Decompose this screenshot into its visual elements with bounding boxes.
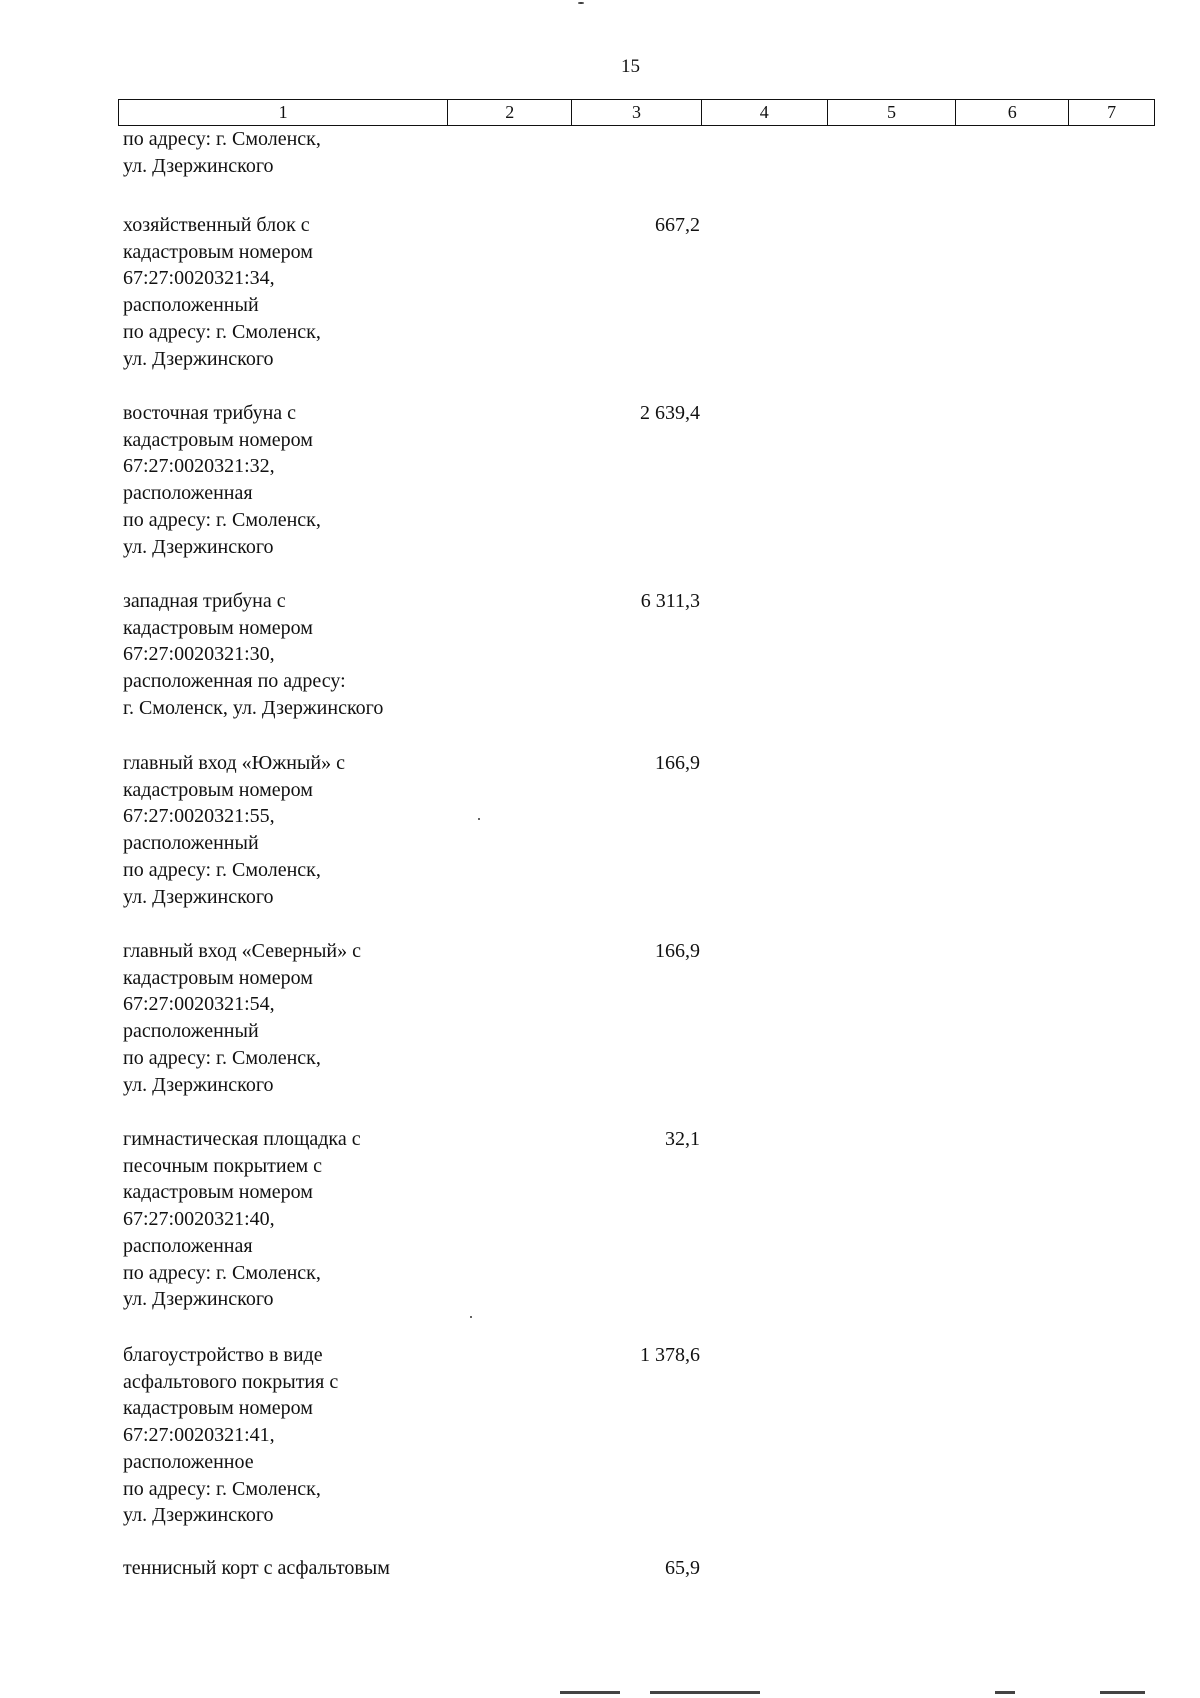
scan-artifact xyxy=(1100,1691,1145,1694)
property-entry xyxy=(123,1126,361,1313)
property-description-line: 67:27:0020321:34, xyxy=(123,267,275,290)
area-value: 166,9 xyxy=(655,752,700,774)
property-description-line: кадастровым номером xyxy=(123,616,313,639)
property-description-line: главный вход «Северный» с xyxy=(123,940,361,962)
property-description-line: теннисный корт с асфальтовым xyxy=(123,1557,390,1579)
property-description-line: кадастровым номером xyxy=(123,1397,313,1420)
property-description-line: благоустройство в виде xyxy=(123,1344,323,1366)
property-description-line: расположенная xyxy=(123,482,253,505)
area-value: 32,1 xyxy=(665,1128,700,1150)
property-entry xyxy=(123,750,345,910)
property-description-line: г. Смоленск, ул. Дзержинского xyxy=(123,696,384,719)
property-description-line: ул. Дзержинского xyxy=(123,1288,274,1311)
column-header-3: 3 xyxy=(572,100,702,125)
property-description-line: расположенный xyxy=(123,1020,259,1043)
property-description-line: по адресу: г. Смоленск, xyxy=(123,320,321,343)
property-description-line: по адресу: г. Смоленск, xyxy=(123,858,321,881)
page-number: 15 xyxy=(621,56,640,77)
property-description-line: кадастровым номером xyxy=(123,240,313,263)
property-description-line: ул. Дзержинского xyxy=(123,885,274,908)
property-description-line: ул. Дзержинского xyxy=(123,1073,274,1096)
property-description-line: 67:27:0020321:41, xyxy=(123,1424,275,1447)
area-value: 65,9 xyxy=(665,1557,700,1579)
area-value: 6 311,3 xyxy=(640,590,700,612)
column-header-6: 6 xyxy=(956,100,1069,125)
column-header-5: 5 xyxy=(828,100,957,125)
property-description-line: хозяйственный блок с xyxy=(123,214,310,236)
property-description-line: по адресу: г. Смоленск, xyxy=(123,1046,321,1069)
property-description-line: по адресу: г. Смоленск, xyxy=(123,1477,321,1500)
property-description-line: расположенное xyxy=(123,1450,254,1473)
property-description-line: главный вход «Южный» с xyxy=(123,752,345,774)
property-description-line: 67:27:0020321:55, xyxy=(123,805,275,828)
property-description-line: по адресу: г. Смоленск, xyxy=(123,1261,321,1284)
scan-speck xyxy=(470,1316,472,1318)
column-header-4: 4 xyxy=(702,100,828,125)
property-description-line: кадастровым номером xyxy=(123,1181,313,1204)
property-description-line: песочным покрытием с xyxy=(123,1154,323,1177)
scan-artifact xyxy=(650,1691,760,1694)
property-description-line: расположенная xyxy=(123,1234,253,1257)
property-description-line: 67:27:0020321:32, xyxy=(123,455,275,478)
area-value: 2 639,4 xyxy=(640,402,700,424)
property-description-line: расположенная по адресу: xyxy=(123,670,346,693)
property-description-line: восточная трибуна с xyxy=(123,402,297,424)
property-description-line: расположенный xyxy=(123,832,259,855)
property-description-line: ул. Дзержинского xyxy=(123,154,274,177)
property-description-line: по адресу: г. Смоленск, xyxy=(123,128,321,150)
area-value: 1 378,6 xyxy=(640,1344,700,1366)
area-value: 667,2 xyxy=(655,214,700,236)
property-entry xyxy=(123,212,321,372)
area-value: 166,9 xyxy=(655,940,700,962)
property-description-line: кадастровым номером xyxy=(123,966,313,989)
property-description-line: кадастровым номером xyxy=(123,778,313,801)
column-header-1: 1 xyxy=(119,100,448,125)
property-description-line: по адресу: г. Смоленск, xyxy=(123,508,321,531)
property-description-line: расположенный xyxy=(123,294,259,317)
property-description-line: 67:27:0020321:54, xyxy=(123,993,275,1016)
property-entry xyxy=(123,1555,390,1582)
scan-speck xyxy=(578,2,584,4)
property-entry xyxy=(123,1342,338,1529)
property-description-line: ул. Дзержинского xyxy=(123,347,274,370)
property-description-line: кадастровым номером xyxy=(123,428,313,451)
property-description-line: 67:27:0020321:40, xyxy=(123,1208,275,1231)
column-header-2: 2 xyxy=(448,100,572,125)
property-description-line: ул. Дзержинского xyxy=(123,535,274,558)
property-description-line: 67:27:0020321:30, xyxy=(123,643,275,666)
property-description-line: ул. Дзержинского xyxy=(123,1504,274,1527)
column-header-7: 7 xyxy=(1107,102,1117,122)
property-description-line: гимнастическая площадка с xyxy=(123,1128,361,1150)
property-entry xyxy=(123,400,321,560)
property-entry xyxy=(123,126,321,179)
column-header-row xyxy=(118,99,1155,126)
scan-artifact xyxy=(560,1691,620,1694)
property-description-line: западная трибуна с xyxy=(123,590,286,612)
property-description-line: асфальтового покрытия с xyxy=(123,1370,339,1393)
property-entry xyxy=(123,938,361,1098)
scan-speck xyxy=(478,818,480,820)
property-entry xyxy=(123,588,383,722)
scan-artifact xyxy=(995,1691,1015,1694)
